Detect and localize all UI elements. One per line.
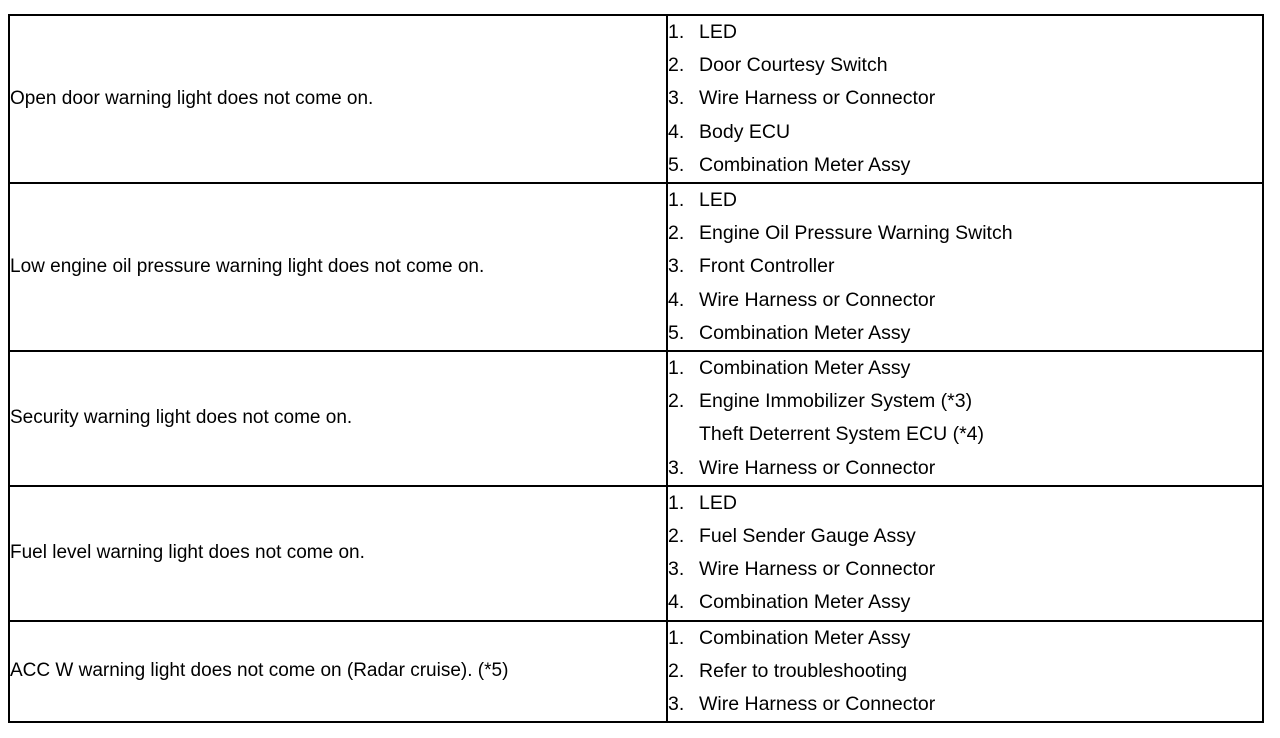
cause-number: 1. xyxy=(668,21,685,43)
causes-cell xyxy=(667,183,1263,351)
cause-text: Fuel Sender Gauge Assy xyxy=(699,525,916,548)
cause-item xyxy=(668,452,1262,485)
cause-number: 4. xyxy=(668,120,685,143)
cause-item xyxy=(668,586,1262,619)
troubleshooting-table xyxy=(8,14,1264,723)
table-row xyxy=(9,351,1263,486)
cause-number: 3. xyxy=(668,87,685,110)
cause-number: 2. xyxy=(668,525,685,548)
cause-text: Wire Harness or Connector xyxy=(699,558,936,581)
cause-item xyxy=(668,217,1262,250)
cause-item xyxy=(668,82,1262,115)
cause-item xyxy=(668,250,1262,283)
cause-item xyxy=(668,284,1262,317)
cause-text: Engine Immobilizer System (*3) xyxy=(699,390,973,413)
cause-number: 1. xyxy=(668,189,685,212)
causes-cell xyxy=(667,621,1263,723)
cause-text: LED xyxy=(699,21,737,43)
cause-item xyxy=(668,520,1262,553)
cause-text: Body ECU xyxy=(699,120,791,143)
symptom-cell: Open door warning light does not come on. xyxy=(9,15,667,183)
cause-number: 5. xyxy=(668,321,685,344)
table-row xyxy=(9,486,1263,621)
cause-number: 3. xyxy=(668,558,685,581)
causes-cell xyxy=(667,15,1263,183)
cause-item xyxy=(668,385,1262,418)
cause-item xyxy=(668,553,1262,586)
cause-item xyxy=(668,655,1262,688)
cause-item-continuation xyxy=(668,418,1262,451)
cause-number: 2. xyxy=(668,659,685,682)
cause-item xyxy=(668,184,1262,217)
cause-item xyxy=(668,487,1262,520)
cause-item xyxy=(668,16,1262,49)
table-row xyxy=(9,621,1263,723)
cause-text: Door Courtesy Switch xyxy=(699,54,888,77)
cause-number: 4. xyxy=(668,288,685,311)
cause-item xyxy=(668,352,1262,385)
cause-text: Combination Meter Assy xyxy=(699,153,911,176)
table-row xyxy=(9,183,1263,351)
cause-text: Theft Deterrent System ECU (*4) xyxy=(699,423,984,446)
cause-text: Front Controller xyxy=(699,255,835,278)
table-row xyxy=(9,15,1263,183)
causes-cell xyxy=(667,351,1263,486)
cause-number: 3. xyxy=(668,693,685,716)
cause-item xyxy=(668,317,1262,350)
cause-number: 1. xyxy=(668,357,685,380)
cause-item xyxy=(668,622,1262,655)
cause-item xyxy=(668,149,1262,182)
cause-number: 2. xyxy=(668,390,685,413)
cause-number: 2. xyxy=(668,54,685,77)
cause-item xyxy=(668,49,1262,82)
causes-cell xyxy=(667,486,1263,621)
cause-text: Combination Meter Assy xyxy=(699,591,911,614)
cause-item xyxy=(668,116,1262,149)
cause-number: 3. xyxy=(668,456,685,479)
cause-text: Wire Harness or Connector xyxy=(699,87,936,110)
cause-number: 1. xyxy=(668,491,685,514)
cause-text: Engine Oil Pressure Warning Switch xyxy=(699,222,1013,245)
symptom-cell: Security warning light does not come on. xyxy=(9,351,667,486)
cause-text: Wire Harness or Connector xyxy=(699,288,936,311)
cause-number: 5. xyxy=(668,153,685,176)
cause-number: 2. xyxy=(668,222,685,245)
cause-number: 1. xyxy=(668,626,685,649)
cause-text: Combination Meter Assy xyxy=(699,357,911,380)
cause-number: 3. xyxy=(668,255,685,278)
cause-text: Wire Harness or Connector xyxy=(699,693,936,716)
cause-text: Wire Harness or Connector xyxy=(699,456,936,479)
symptom-cell: Fuel level warning light does not come on. xyxy=(9,486,667,621)
cause-item xyxy=(668,688,1262,721)
cause-number: 4. xyxy=(668,591,685,614)
cause-text: Combination Meter Assy xyxy=(699,321,911,344)
cause-text: Refer to troubleshooting xyxy=(699,659,908,682)
symptom-cell: ACC W warning light does not come on (Radar cruise). (*5) xyxy=(9,621,667,723)
symptom-cell: Low engine oil pressure warning light does not come on. xyxy=(9,183,667,351)
cause-text: LED xyxy=(699,491,737,514)
cause-text: Combination Meter Assy xyxy=(699,626,911,649)
cause-text: LED xyxy=(699,189,737,212)
